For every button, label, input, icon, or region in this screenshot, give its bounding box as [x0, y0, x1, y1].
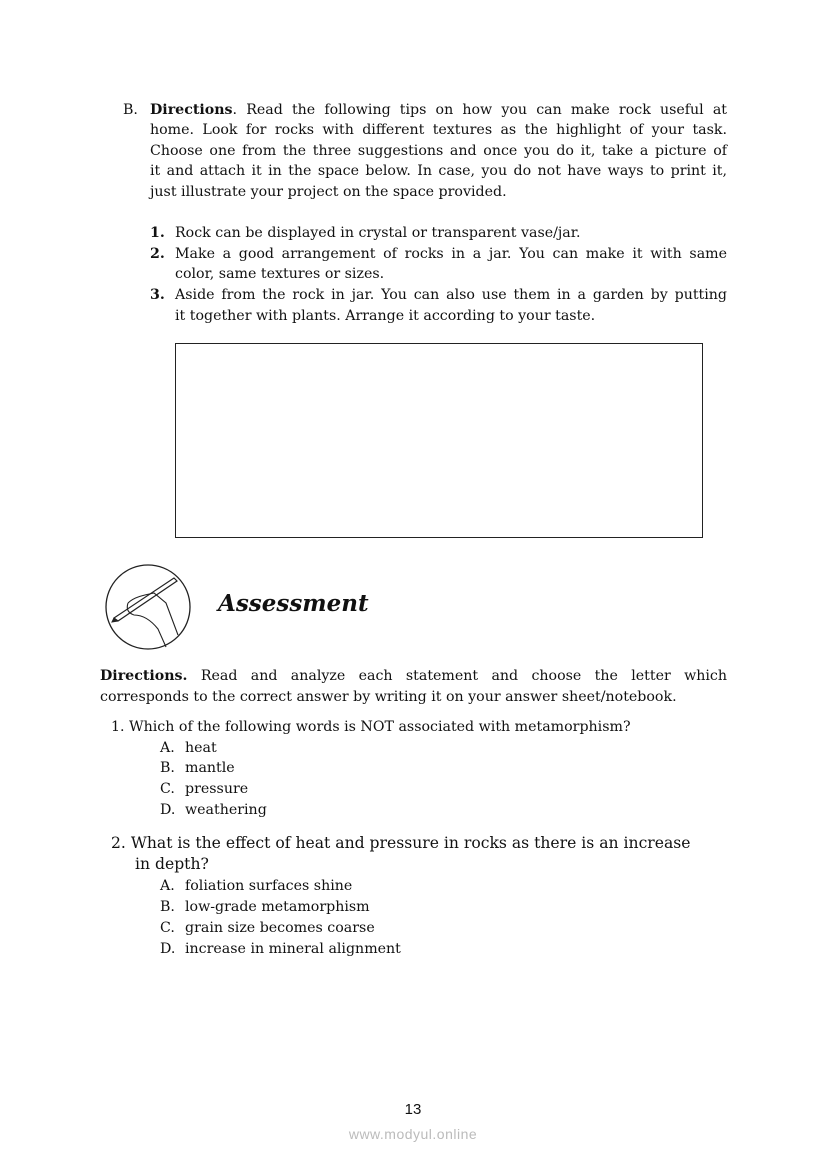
assessment-directions	[100, 666, 727, 686]
tip-number: 3.	[150, 287, 165, 303]
tip-text: Rock can be displayed in crystal or transparent vase/jar.	[175, 225, 581, 241]
option-text: grain size becomes coarse	[185, 920, 375, 936]
directions-line: just illustrate your project on the space provided.	[150, 184, 507, 200]
option-text: foliation surfaces shine	[185, 878, 353, 894]
directions-heading: Directions.	[100, 668, 188, 684]
tip-text: it together with plants. Arrange it according to your taste.	[175, 308, 596, 324]
tip-text: Aside from the rock in jar. You can also use them in a garden by putting	[175, 287, 727, 303]
directions-line: Choose one from the three suggestions and once you do it, take a picture of	[150, 143, 727, 159]
directions-text: . Read the following tips on how you can make rock useful at	[232, 102, 727, 118]
question-text: 1. Which of the following words is NOT associated with metamorphism?	[111, 719, 631, 735]
hand-writing-pencil-icon	[104, 563, 194, 653]
option-letter: C.	[160, 920, 175, 936]
option-letter: D.	[160, 941, 176, 957]
tip-number: 2.	[150, 246, 165, 262]
directions-line: it and attach it in the space below. In case, you do not have ways to print it,	[150, 163, 727, 179]
option-letter: C.	[160, 781, 175, 797]
tip-text: color, same textures or sizes.	[175, 266, 385, 282]
option-text: increase in mineral alignment	[185, 941, 401, 957]
page-number: 13	[404, 1101, 422, 1118]
directions-line: home. Look for rocks with different textures as the highlight of your task.	[150, 122, 727, 138]
question-text: in depth?	[135, 855, 209, 873]
directions-line	[150, 100, 727, 120]
option-text: weathering	[185, 802, 267, 818]
tip-text: Make a good arrangement of rocks in a jar. You can make it with same	[175, 246, 727, 262]
option-letter: B.	[160, 760, 175, 776]
option-text: low-grade metamorphism	[185, 899, 370, 915]
directions-text: Read and analyze each statement and choose the letter which	[187, 668, 727, 684]
assessment-title: Assessment	[218, 590, 369, 617]
option-letter: D.	[160, 802, 176, 818]
project-answer-box[interactable]	[175, 343, 703, 538]
option-letter: A.	[160, 878, 175, 894]
option-letter: B.	[160, 899, 175, 915]
directions-heading: Directions	[150, 102, 233, 118]
assessment-directions: corresponds to the correct answer by writing it on your answer sheet/notebook.	[100, 689, 677, 705]
tip-number: 1.	[150, 225, 165, 241]
option-text: mantle	[185, 760, 235, 776]
option-text: pressure	[185, 781, 249, 797]
option-letter: A.	[160, 740, 175, 756]
option-text: heat	[185, 740, 217, 756]
section-marker: B.	[123, 102, 138, 118]
watermark: www.modyul.online	[348, 1126, 478, 1142]
question-text: 2. What is the effect of heat and pressure in rocks as there is an increase	[111, 834, 691, 852]
